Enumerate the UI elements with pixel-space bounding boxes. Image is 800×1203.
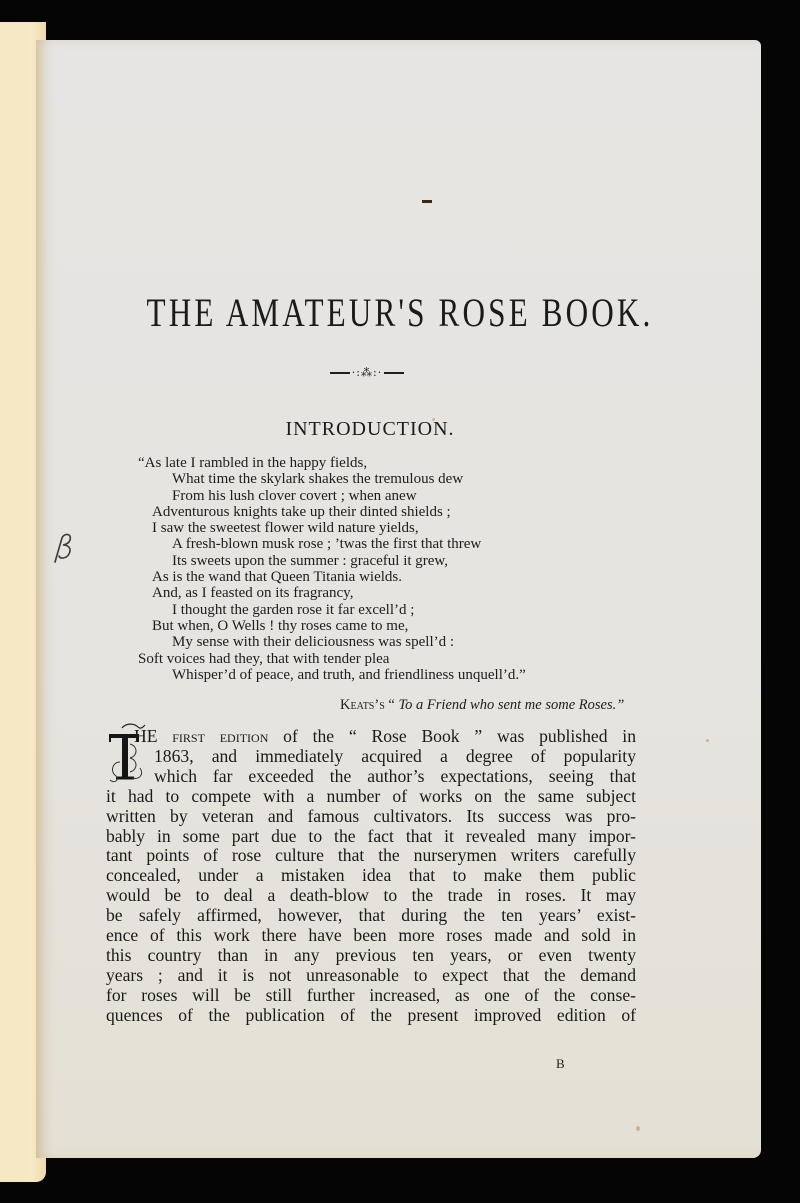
section-heading: INTRODUCTION. bbox=[285, 418, 455, 440]
paragraph-line: be safely affirmed, however, that during the ten years’ exist- bbox=[106, 905, 636, 926]
paragraph-line: for roses will be still further increased, as one of the conse- bbox=[106, 984, 636, 1005]
paragraph-line: would be to deal a death-blow to the trade in roses. It may bbox=[106, 885, 636, 906]
paragraph-line: this country than in any previous ten years, or even twenty bbox=[106, 944, 636, 965]
paragraph-line: years ; and it is not unreasonable to expect that the demand bbox=[106, 964, 636, 985]
decorative-rule bbox=[322, 367, 412, 379]
poem-line: From his lush clover covert ; when anew bbox=[172, 487, 417, 504]
poem-line: And, as I feasted on its fragrancy, bbox=[152, 585, 354, 602]
epigraph-attribution bbox=[340, 697, 624, 714]
poem-line: I thought the garden rose it far excell’d ; bbox=[172, 601, 415, 618]
paragraph-line: which far exceeded the author’s expectations, seeing that bbox=[154, 765, 636, 786]
poem-line: Whisper’d of peace, and truth, and friendliness unquell’d.” bbox=[172, 666, 526, 683]
rule-line-right bbox=[384, 372, 404, 374]
poem-line: Soft voices had they, that with tender plea bbox=[138, 650, 390, 667]
paragraph-line: 1863, and immediately acquired a degree of popularity bbox=[154, 745, 636, 766]
poem-line: Adventurous knights take up their dinted shields ; bbox=[152, 503, 451, 520]
poem-line: “As late I rambled in the happy fields, bbox=[138, 455, 368, 471]
printer-mark bbox=[422, 200, 432, 203]
poem-line: Its sweets upon the summer : graceful it grew, bbox=[172, 552, 449, 569]
paragraph-line: written by veteran and famous cultivators. Its success was pro- bbox=[106, 805, 636, 826]
poem-line: But when, O Wells ! thy roses came to me, bbox=[152, 617, 409, 634]
poem-line: I saw the sweetest flower wild nature yields, bbox=[152, 520, 419, 537]
paragraph-line: ence of this work there have been more roses made and sold in bbox=[106, 925, 636, 946]
body-paragraph bbox=[106, 727, 636, 1026]
paragraph-line: concealed, under a mistaken idea that to make them public bbox=[106, 865, 636, 886]
signature-mark: B bbox=[556, 1056, 565, 1071]
paragraph-text: of the “ Rose Book ” was published in bbox=[268, 726, 636, 746]
paragraph-line: quences of the publication of the present improved edition of bbox=[106, 1004, 636, 1025]
foxing-spot bbox=[706, 739, 709, 742]
epigraph-poem bbox=[138, 455, 658, 683]
poem-line: What time the skylark shakes the tremulous dew bbox=[172, 471, 464, 488]
fleuron-icon: ·:⁂:· bbox=[351, 366, 383, 379]
paragraph-line: bably in some part due to the fact that it revealed many impor- bbox=[106, 825, 636, 846]
poem-line: A fresh-blown musk rose ; ’twas the first that threw bbox=[172, 536, 482, 553]
attribution-author: Keats’s bbox=[340, 697, 385, 713]
poem-line: As is the wand that Queen Titania wields. bbox=[152, 569, 402, 586]
paragraph-first-line bbox=[106, 727, 636, 747]
foxing-spot bbox=[636, 1126, 640, 1131]
paragraph-line: it had to compete with a number of works on the same subject bbox=[106, 785, 636, 806]
poem-line: My sense with their deliciousness was spell’d : bbox=[172, 634, 455, 651]
pencil-annotation-icon bbox=[52, 530, 76, 564]
attribution-title: To a Friend who sent me some Roses.” bbox=[398, 697, 625, 713]
book-title: THE AMATEUR'S ROSE BOOK. bbox=[146, 290, 654, 335]
opening-small-caps: HE first edition bbox=[134, 726, 269, 746]
paragraph-line: tant points of rose culture that the nurserymen writers carefully bbox=[106, 845, 636, 866]
rule-line-left bbox=[330, 372, 350, 374]
attribution-quote: “ bbox=[384, 697, 399, 713]
